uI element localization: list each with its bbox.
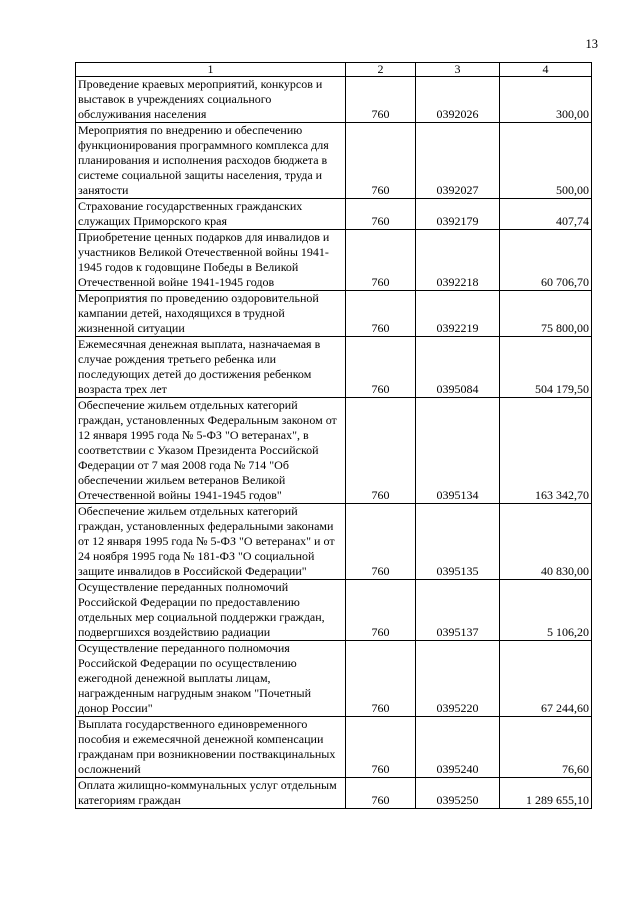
budget-table <box>75 62 592 809</box>
amount: 75 800,00 <box>500 291 592 337</box>
table-row <box>76 199 592 230</box>
expense-name: Оплата жилищно-коммунальных услуг отдельным категориям граждан <box>76 778 346 809</box>
department-code: 760 <box>346 398 416 504</box>
expense-name: Ежемесячная денежная выплата, назначаемая в случае рождения третьего ребенка или последующих детей до достижения ребенком возраста трех лет <box>76 337 346 398</box>
expense-name: Мероприятия по проведению оздоровительной кампании детей, находящихся в трудной жизненной ситуации <box>76 291 346 337</box>
target-code: 0392219 <box>416 291 500 337</box>
department-code: 760 <box>346 199 416 230</box>
department-code: 760 <box>346 641 416 717</box>
table-row <box>76 230 592 291</box>
target-code: 0395084 <box>416 337 500 398</box>
target-code: 0392218 <box>416 230 500 291</box>
amount: 407,74 <box>500 199 592 230</box>
expense-name: Страхование государственных гражданских служащих Приморского края <box>76 199 346 230</box>
department-code: 760 <box>346 778 416 809</box>
expense-name: Выплата государственного единовременного пособия и ежемесячной денежной компенсации гражданам при возникновении поствакцинальных осложнений <box>76 717 346 778</box>
expense-name: Проведение краевых мероприятий, конкурсов и выставок в учреждениях социального обслуживания населения <box>76 77 346 123</box>
column-header-2: 2 <box>346 63 416 77</box>
department-code: 760 <box>346 230 416 291</box>
page-number: 13 <box>585 37 598 51</box>
amount: 5 106,20 <box>500 580 592 641</box>
table-row <box>76 580 592 641</box>
column-header-1: 1 <box>76 63 346 77</box>
target-code: 0392179 <box>416 199 500 230</box>
amount: 163 342,70 <box>500 398 592 504</box>
expense-name: Осуществление переданных полномочий Российской Федерации по предоставлению отдельных мер социальной поддержки граждан, подвергшихся воздействию радиации <box>76 580 346 641</box>
column-header-3: 3 <box>416 63 500 77</box>
expense-name: Мероприятия по внедрению и обеспечению функционирования программного комплекса для планирования и исполнения расходов бюджета в системе социальной защиты населения, труда и занятости <box>76 123 346 199</box>
table-row <box>76 398 592 504</box>
target-code: 0392026 <box>416 77 500 123</box>
amount: 504 179,50 <box>500 337 592 398</box>
amount: 500,00 <box>500 123 592 199</box>
table-row <box>76 641 592 717</box>
department-code: 760 <box>346 504 416 580</box>
amount: 67 244,60 <box>500 641 592 717</box>
column-header-4: 4 <box>500 63 592 77</box>
target-code: 0392027 <box>416 123 500 199</box>
table-row <box>76 504 592 580</box>
table-row <box>76 337 592 398</box>
amount: 40 830,00 <box>500 504 592 580</box>
target-code: 0395250 <box>416 778 500 809</box>
amount: 76,60 <box>500 717 592 778</box>
department-code: 760 <box>346 77 416 123</box>
department-code: 760 <box>346 291 416 337</box>
expense-name: Осуществление переданного полномочия Российской Федерации по осуществлению ежегодной денежной выплаты лицам, награжденным нагрудным знаком "Почетный донор России" <box>76 641 346 717</box>
target-code: 0395240 <box>416 717 500 778</box>
amount: 300,00 <box>500 77 592 123</box>
expense-name: Обеспечение жильем отдельных категорий граждан, установленных Федеральным законом от 12 января 1995 года № 5-ФЗ "О ветеранах", в соответствии с Указом Президента Российской Федерации от 7 мая 2008 года № 714 "Об обеспечении жильем ветеранов Великой Отечественной войны 1941-1945 годов" <box>76 398 346 504</box>
table-row <box>76 77 592 123</box>
department-code: 760 <box>346 123 416 199</box>
target-code: 0395135 <box>416 504 500 580</box>
target-code: 0395134 <box>416 398 500 504</box>
header-row <box>76 63 592 77</box>
table-row <box>76 123 592 199</box>
amount: 1 289 655,10 <box>500 778 592 809</box>
expense-name: Обеспечение жильем отдельных категорий граждан, установленных федеральными законами от 12 января 1995 года № 5-ФЗ "О ветеранах" и от 24 ноября 1995 года № 181-ФЗ "О социальной защите инвалидов в Российской Федерации" <box>76 504 346 580</box>
target-code: 0395137 <box>416 580 500 641</box>
target-code: 0395220 <box>416 641 500 717</box>
department-code: 760 <box>346 580 416 641</box>
table-row <box>76 778 592 809</box>
table-row <box>76 291 592 337</box>
department-code: 760 <box>346 717 416 778</box>
table-row <box>76 717 592 778</box>
amount: 60 706,70 <box>500 230 592 291</box>
expense-name: Приобретение ценных подарков для инвалидов и участников Великой Отечественной войны 1941-1945 годов к годовщине Победы в Великой Отечественной войне 1941-1945 годов <box>76 230 346 291</box>
department-code: 760 <box>346 337 416 398</box>
